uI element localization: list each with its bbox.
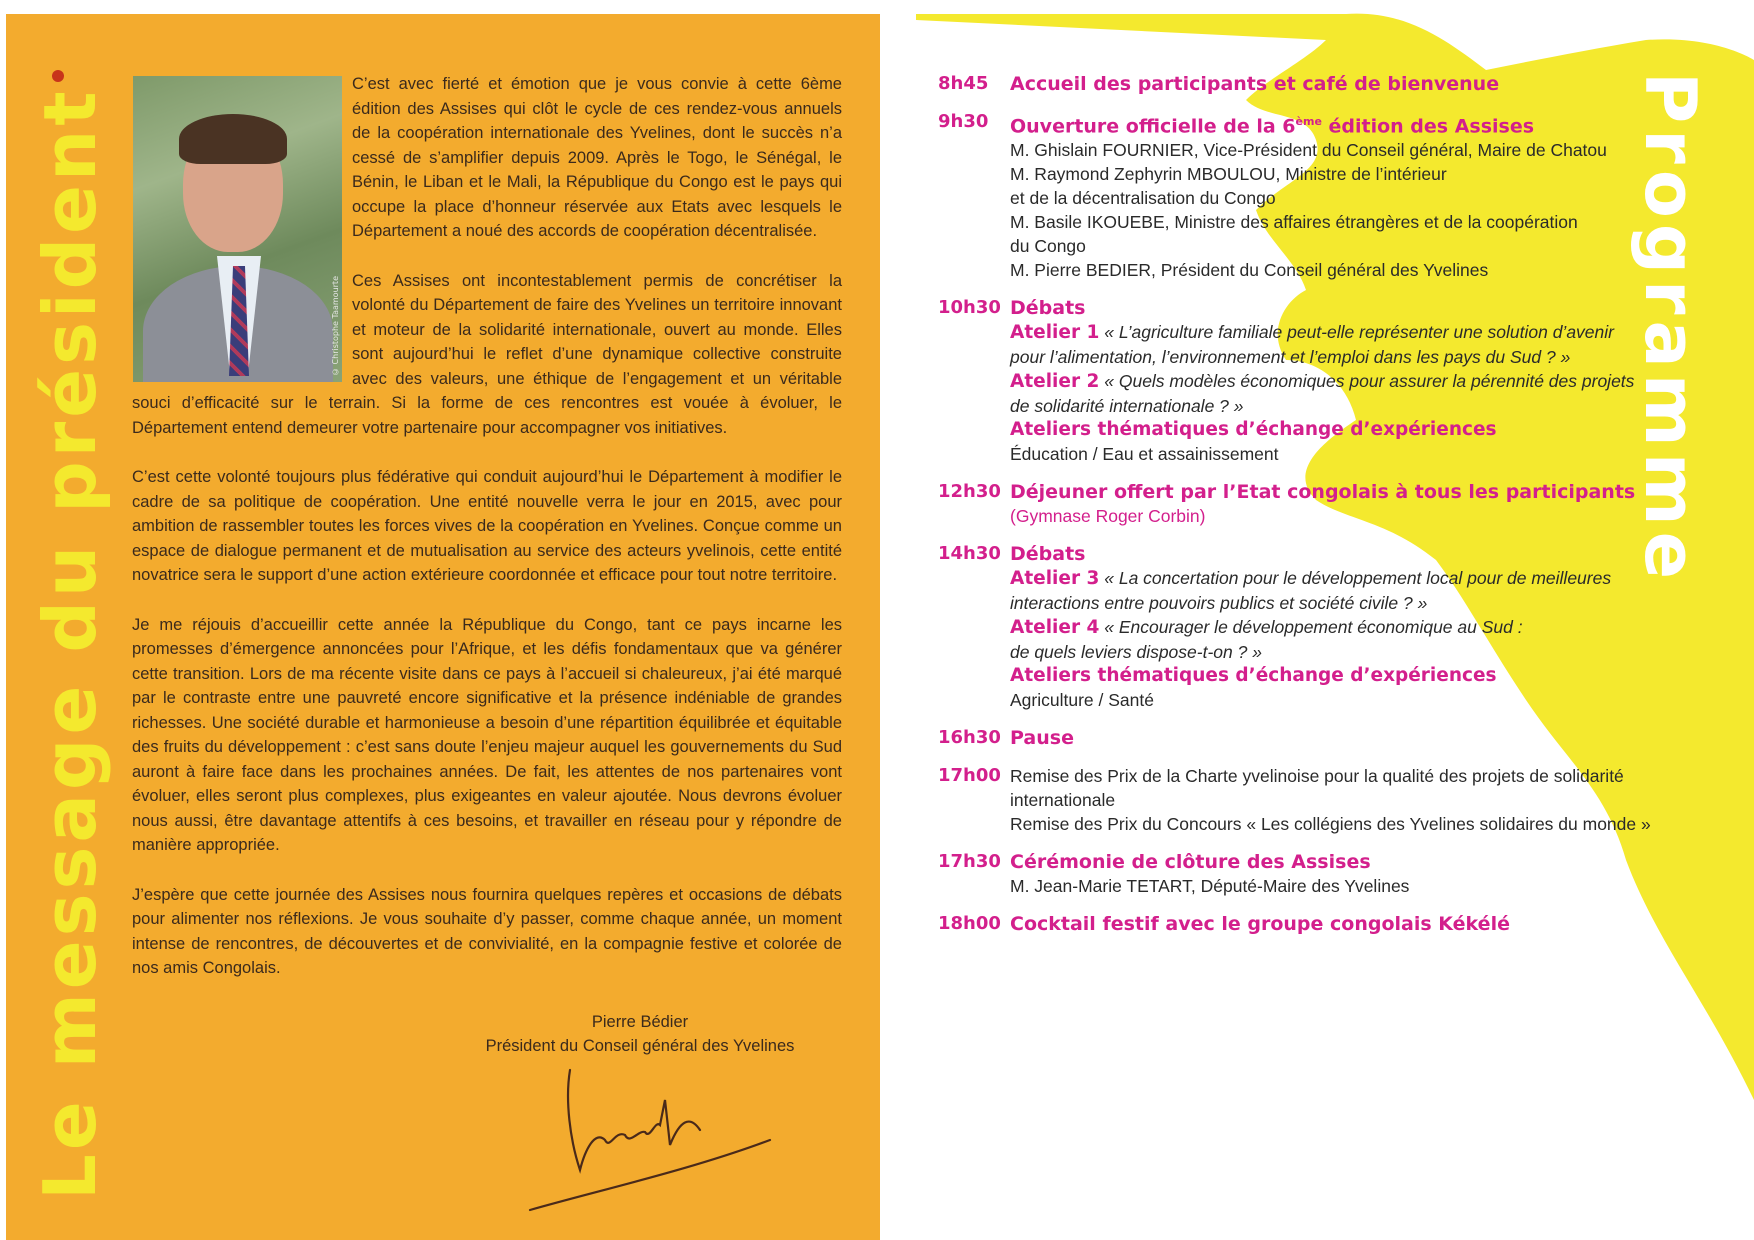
signature-block bbox=[440, 1010, 840, 1058]
schedule-item bbox=[938, 912, 1698, 936]
schedule-item bbox=[938, 542, 1698, 712]
schedule-item bbox=[938, 296, 1698, 466]
paragraph-3: C’est cette volonté toujours plus fédérative qui conduit aujourd’hui le Département à modifier le cadre de sa politique de coopération. Une entité nouvelle verra le jour en 2015, avec pour ambition de rassembler toutes les forces vives de la coopération en Yvelines. Conçue comme un espace de dialogue permanent et de mutualisation au service des acteurs yvelinois, cette entité novatrice sera le support d’une action extérieure coordonnée et efficace pour tout notre territoire. bbox=[132, 468, 842, 584]
schedule-title: Déjeuner offert par l’Etat congolais à tous les participants bbox=[1010, 481, 1636, 504]
award-line: Remise des Prix du Concours « Les collégiens des Yvelines solidaires du monde » bbox=[1010, 814, 1651, 835]
thematic-workshops: Ateliers thématiques d’échange d’expériences bbox=[1010, 665, 1497, 687]
atelier-4-cont: de quels leviers dispose-t-on ? » bbox=[1010, 642, 1262, 663]
paragraph-2: Ces Assises ont incontestablement permis de concrétiser la volonté du Département de faire des Yvelines un territoire innovant et moteur de la solidarité internationale, ouvert au monde. Elles sont aujourd’hui le reflet d’une dynamique collective construite avec des valeurs, une éthique de l’engagement et un véritable souci d’efficacité sur le terrain. Si la forme de ces rencontres est vouée à évoluer, le Département entend demeurer votre partenaire pour accompagner vos initiatives. bbox=[132, 271, 842, 437]
paragraph-1: C’est avec fierté et émotion que je vous convie à cette 6ème édition des Assises qui clôt le cycle de ces rendez-vous annuels de la coopération internationale des Yvelines, dont le succès n’a cessé de s’amplifier depuis 2009. Après le Togo, le Sénégal, le Bénin, le Liban et le Mali, la République du Congo est le pays qui occupe la place d’honneur réservée aux Etats avec lesquels le Département a noué des accords de coopération décentralisée. bbox=[352, 75, 842, 240]
schedule-item bbox=[938, 72, 1698, 96]
award-line: Remise des Prix de la Charte yvelinoise pour la qualité des projets de solidarité bbox=[1010, 766, 1624, 787]
schedule-time: 12h30 bbox=[938, 481, 1001, 503]
speaker-line: M. Jean-Marie TETART, Député-Maire des Yvelines bbox=[1010, 876, 1410, 897]
paragraph-5: J’espère que cette journée des Assises nous fournira quelques repères et occasions de débats pour alimenter nos réflexions. Je vous souhaite d’y passer, comme chaque année, un moment intense de rencontres, de découvertes et de convivialité, en la compagnie festive et colorée de nos amis Congolais. bbox=[132, 885, 842, 977]
signer-name: Pierre Bédier bbox=[591, 1013, 689, 1031]
schedule-title: Accueil des participants et café de bienvenue bbox=[1010, 73, 1500, 95]
schedule-item bbox=[938, 850, 1698, 898]
atelier-1-cont: pour l’alimentation, l’environnement et l’emploi dans les pays du Sud ? » bbox=[1010, 347, 1571, 368]
award-line: internationale bbox=[1010, 790, 1116, 811]
schedule-time: 8h45 bbox=[938, 73, 989, 94]
atelier-2-cont: de solidarité internationale ? » bbox=[1010, 396, 1244, 417]
schedule-time: 16h30 bbox=[938, 727, 1001, 749]
schedule-title: Cocktail festif avec le groupe congolais Kékélé bbox=[1010, 913, 1510, 936]
atelier-3: Atelier 3 « La concertation pour le développement local pour de meilleures bbox=[1010, 568, 1612, 590]
schedule-time: 14h30 bbox=[938, 543, 1001, 565]
schedule-time: 9h30 bbox=[938, 111, 989, 132]
speaker-line: M. Ghislain FOURNIER, Vice-Président du Conseil général, Maire de Chatou bbox=[1010, 140, 1607, 161]
speaker-line: du Congo bbox=[1010, 236, 1086, 257]
signer-title: Président du Conseil général des Yvelines bbox=[485, 1037, 795, 1055]
programme-schedule bbox=[938, 72, 1698, 950]
atelier-2: Atelier 2 « Quels modèles économiques pour assurer la pérennité des projets bbox=[1010, 371, 1635, 393]
schedule-time: 17h00 bbox=[938, 765, 1001, 787]
schedule-title: Cérémonie de clôture des Assises bbox=[1010, 851, 1371, 874]
vertical-title-president: Le message du président bbox=[28, 87, 112, 1200]
schedule-title: Ouverture officielle de la 6ème édition des Assises bbox=[1010, 115, 1535, 138]
atelier-4: Atelier 4 « Encourager le développement économique au Sud : bbox=[1010, 617, 1523, 639]
speaker-line: et de la décentralisation du Congo bbox=[1010, 188, 1276, 209]
handwritten-signature bbox=[510, 1060, 810, 1220]
atelier-3-cont: interactions entre pouvoirs publics et société civile ? » bbox=[1010, 593, 1428, 614]
speaker-line: M. Basile IKOUEBE, Ministre des affaires étrangères et de la coopération bbox=[1010, 212, 1578, 233]
schedule-title: Pause bbox=[1010, 727, 1074, 750]
venue-note: (Gymnase Roger Corbin) bbox=[1010, 506, 1206, 527]
speaker-line: M. Pierre BEDIER, Président du Conseil général des Yvelines bbox=[1010, 260, 1489, 281]
schedule-item bbox=[938, 764, 1698, 836]
vertical-title-programme: Programme bbox=[1629, 72, 1711, 586]
speaker-line: M. Raymond Zephyrin MBOULOU, Ministre de l’intérieur bbox=[1010, 164, 1447, 185]
thematic-topics: Agriculture / Santé bbox=[1010, 690, 1154, 711]
schedule-item bbox=[938, 480, 1698, 528]
schedule-title: Débats bbox=[1010, 543, 1086, 566]
schedule-item bbox=[938, 726, 1698, 750]
paragraph-4: Je me réjouis d’accueillir cette année la République du Congo, tant ce pays incarne les promesses d’émergence annoncées pour l’Afrique, et les défis fondamentaux que va générer cette transition. Lors de ma récente visite dans ce pays à l’accueil si chaleureux, j’ai été marqué par le contraste entre une pauvreté encore significative et la présence indéniable de grandes richesses. Une société durable et harmonieuse a besoin d’une répartition équilibrée et équitable des fruits du développement : c’est sans doute l’enjeu majeur auquel les gouvernements du Sud auront à faire face dans les prochaines années. De fait, les attentes de nos partenaires vont évoluer, elles seront plus complexes, plus exigeantes en valeur ajoutée. Nous devrons évoluer nous aussi, être davantage attentifs à ces besoins, et travailler en réseau pour y répondre de manière appropriée. bbox=[132, 615, 842, 854]
atelier-1: Atelier 1 « L’agriculture familiale peut-elle représenter une solution d’avenir bbox=[1010, 322, 1614, 344]
schedule-title: Débats bbox=[1010, 297, 1086, 320]
photo-credit: © Christophe Taamourte bbox=[331, 276, 340, 376]
thematic-topics: Éducation / Eau et assainissement bbox=[1010, 444, 1279, 465]
schedule-item bbox=[938, 110, 1698, 282]
message-body bbox=[132, 72, 842, 1006]
thematic-workshops: Ateliers thématiques d’échange d’expériences bbox=[1010, 419, 1497, 441]
schedule-time: 10h30 bbox=[938, 297, 1001, 319]
schedule-time: 17h30 bbox=[938, 851, 1001, 873]
schedule-time: 18h00 bbox=[938, 913, 1001, 935]
